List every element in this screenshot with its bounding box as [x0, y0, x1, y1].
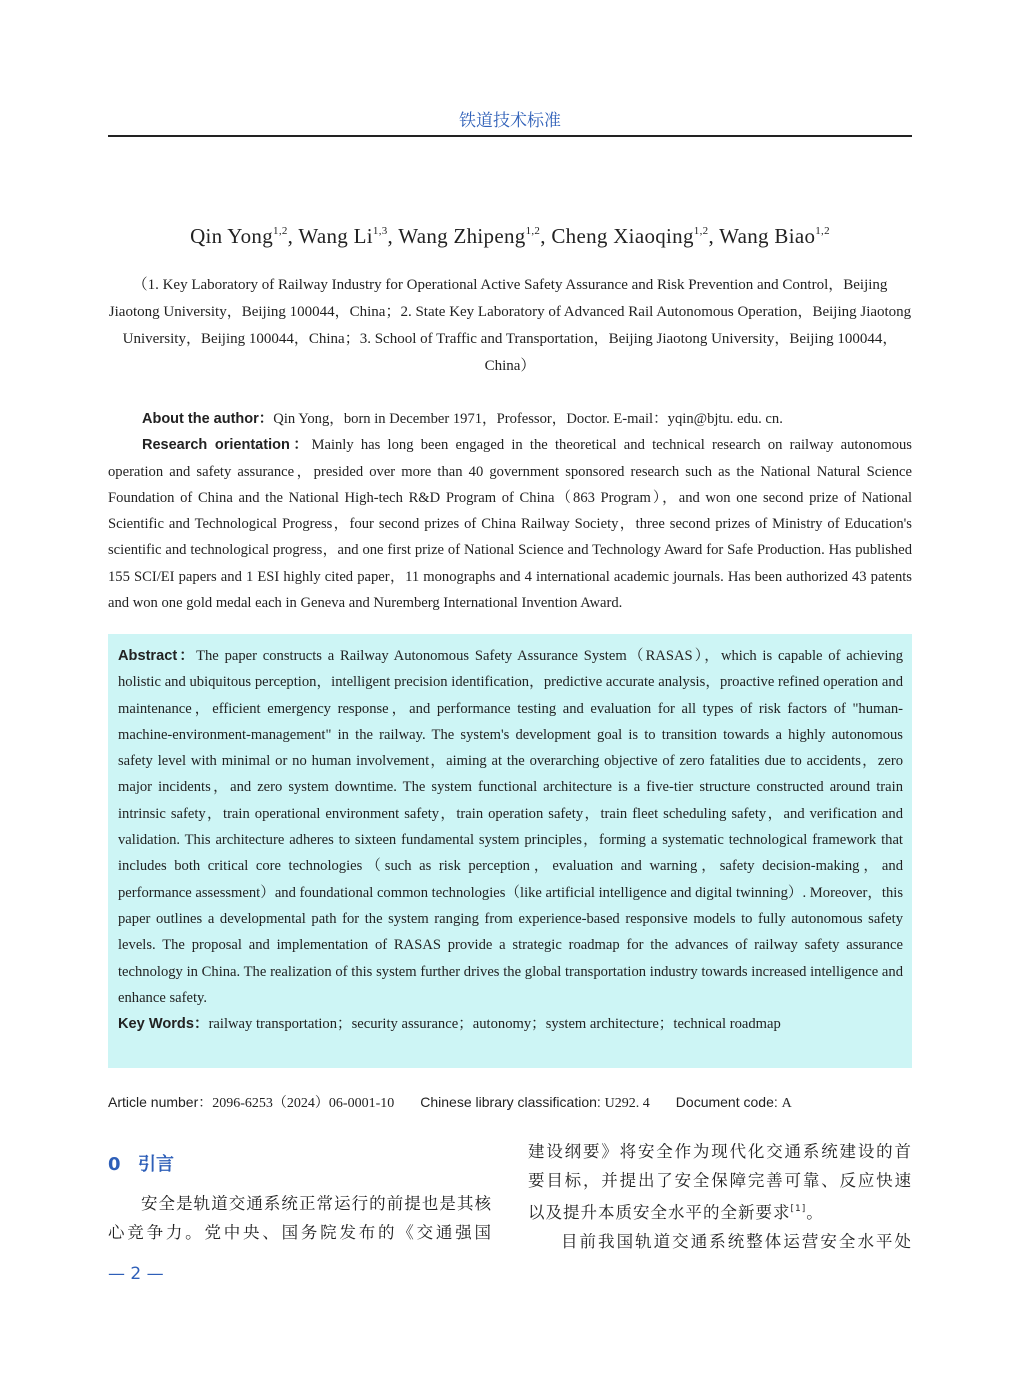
- intro-continuation-text: 建设纲要》将安全作为现代化交通系统建设的首要目标，并提出了安全保障完善可靠、反应快速以及提升本质安全水平的全新要求: [528, 1142, 912, 1223]
- article-number-label: Article number：: [108, 1094, 213, 1110]
- author-affiliation-mark: 1,2: [815, 225, 830, 237]
- abstract-box: [108, 634, 912, 1068]
- citation-ref[interactable]: [1]: [790, 1204, 807, 1215]
- author-bio: [108, 406, 912, 616]
- journal-header: 铁道技术标准: [459, 111, 561, 131]
- research-label: Research orientation：: [142, 437, 312, 454]
- affiliations: （1. Key Laboratory of Railway Industry for Operational Active Safety Assurance and Risk Prevention and Control，Beijing Jiaotong University，Beijing 100044，China；2. State Key Laboratory of Advanced Rail Autonomous Operation，Beijing Jiaotong University，Beijing 100044，China；3. School of Traffic and Transportation，Beijing Jiaotong University，Beijing 100044，China）: [108, 277, 912, 374]
- author-affiliation-mark: 1,3: [372, 225, 388, 237]
- abstract-text: The paper constructs a Railway Autonomous Safety Assurance System（RASAS），which is capable of achieving holistic and ubiquitous perception，intelligent precision identification，predictive accurate analysis，proactive refined operation and maintenance，efficient emergency response，and performance testing and evaluation for all types of risk factors of "human-machine-environment-management" in the railway. The system's development goal is to transition towards a highly autonomous safety level with minimal or no human involvement，aiming at the overarching objective of zero fatalities due to accidents，zero major incidents，and zero system downtime. The system functional architecture is a five-tier structure constructed around train intrinsic safety，train operational environment safety，train operation safety，train fleet scheduling safety，and verification and validation. This architecture adheres to sixteen fundamental system principles，forming a systematic technological framework that includes both critical core technologies（such as risk perception，evaluation and warning，safety decision-making，and performance assessment）and foundational common technologies（like artificial intelligence and digital twinning）. Moreover，this paper outlines a developmental path for the system ranging from experience-based responsive models to fully autonomous safety levels. The proposal and implementation of RASAS provide a strategic roadmap for the advances of railway safety assurance technology in China. The realization of this system further drives the global transportation industry towards increased intelligence and enhance safety.: [118, 648, 904, 1006]
- page-number: — 2 —: [108, 1264, 164, 1284]
- keywords: [118, 1011, 903, 1037]
- abstract-label: Abstract：: [118, 648, 197, 664]
- about-author: [108, 406, 912, 432]
- header-rule: [108, 135, 912, 137]
- section-heading: [108, 1150, 492, 1176]
- section-title: 引言: [138, 1154, 174, 1175]
- author-name: Cheng Xiaoqing: [551, 224, 694, 248]
- author-affiliation-mark: 1,2: [273, 225, 288, 237]
- intro-paragraph-2: 目前我国轨道交通系统整体运营安全水平处: [561, 1231, 912, 1251]
- clc-label: Chinese library classification:: [420, 1094, 605, 1110]
- article-number: 2096-6253（2024）06-0001-10: [212, 1096, 395, 1111]
- abstract: [118, 643, 903, 1011]
- author-separator: ,: [708, 224, 720, 248]
- intro-paragraph: 安全是轨道交通系统正常运行的前提也是其核心竞争力。党中央、国务院发布的《交通强国: [108, 1194, 492, 1242]
- about-author-label: About the author：: [142, 411, 274, 427]
- keywords-text: railway transportation；security assurance；autonomy；system architecture；technical roadmap: [208, 1016, 781, 1033]
- keywords-label: Key Words：: [118, 1016, 209, 1033]
- author-list: [108, 224, 912, 249]
- author-separator: ,: [387, 224, 399, 248]
- right-column: [528, 1138, 912, 1256]
- author-name: Wang Biao: [719, 224, 816, 248]
- author-name: Wang Li: [298, 224, 373, 248]
- intro-continuation-end: 。: [806, 1203, 824, 1223]
- author-affiliation-mark: 1,2: [693, 225, 709, 237]
- author-name: Qin Yong: [190, 224, 274, 248]
- author-separator: ,: [287, 224, 299, 248]
- section-number: 0: [108, 1154, 121, 1175]
- author-affiliation-mark: 1,2: [525, 225, 541, 237]
- article-meta: [108, 1092, 792, 1112]
- clc-value: U292. 4: [604, 1096, 650, 1111]
- research-text: Mainly has long been engaged in the theoretical and technical research on railway autonomous operation and safety assurance，presided over more than 40 government sponsored research such as the National Natural Science Foundation of China and the National High-tech R&D Program of China（863 Program），and won one second prize of National Scientific and Technological Progress，four second prizes of China Railway Society，three second prizes of Ministry of Education's scientific and technological progress，and one first prize of National Science and Technology Award for Safe Production. Has published 155 SCI/EI papers and 1 ESI highly cited paper，11 monographs and 4 international academic journals. Has been authorized 43 patents and won one gold medal each in Geneva and Nuremberg International Invention Award.: [108, 437, 912, 612]
- research-orientation: [108, 432, 912, 616]
- left-column: [108, 1150, 492, 1247]
- about-author-text: Qin Yong，born in December 1971，Professor，Doctor. E-mail：yqin@bjtu. edu. cn.: [273, 411, 783, 427]
- doc-code-label: Document code:: [675, 1094, 782, 1110]
- doc-code: A: [781, 1096, 792, 1111]
- intro-continuation: [528, 1138, 912, 1228]
- author-name: Wang Zhipeng: [398, 224, 526, 248]
- author-separator: ,: [540, 224, 552, 248]
